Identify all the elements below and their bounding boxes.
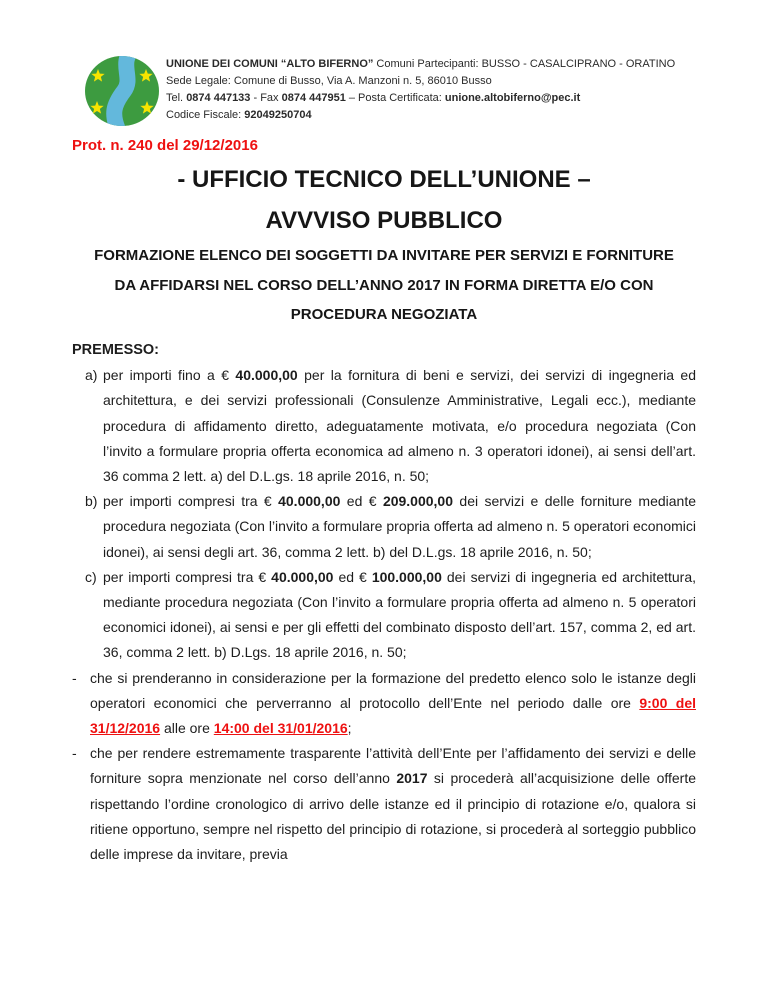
amount-value: 100.000,00	[371, 568, 442, 585]
premesso-heading: PREMESSO:	[72, 342, 160, 358]
list-item-b-text: per importi compresi tra € 40.000,00 ed € 209.000,00 dei servizi e delle forniture mediante procedura negoziata (Con l’invito a formulare propria offerta ad almeno n. 5 operatori economici idonei), ai sensi degli art. 36, comma 2 lett. b) del D.L.gs. 18 aprile 2016, n. 50;	[103, 493, 697, 560]
list-marker-b: b)	[85, 493, 98, 510]
org-participants: Comuni Partecipanti: BUSSO - CASALCIPRANO - ORATINO	[373, 58, 676, 70]
list-item-c-text: per importi compresi tra € 40.000,00 ed € 100.000,00 dei servizi di ingegneria ed architettura, mediante procedura negoziata (Con l’invito a formulare propria offerta ad almeno n. 5 operatori economici idonei), ai sensi e per gli effetti del combinato disposto dell’art. 157, comma 2, ed art. 36, comma 2 lett. b) D.Lgs. 18 aprile 2016, n. 50;	[103, 568, 697, 661]
dash-item-1-text: che si prenderanno in considerazione per la formazione del predetto elenco solo le istanze degli operatori economici che perverranno al protocollo dell’Ente nel periodo dalle ore 9:00 del 31/12/2016 alle ore 14:00 del 31/01/2016;	[90, 669, 696, 737]
list-item-c	[72, 565, 696, 666]
amount-value: 40.000,00	[278, 493, 341, 510]
subtitle-line-1: FORMAZIONE ELENCO DEI SOGGETTI DA INVITARE PER SERVIZI E FORNITURE	[94, 247, 674, 264]
dash-marker: -	[72, 745, 77, 762]
union-logo-icon	[84, 54, 160, 128]
title-line-2: AVVVISO PUBBLICO	[265, 207, 503, 234]
org-name: UNIONE DEI COMUNI “ALTO BIFERNO”	[166, 58, 374, 70]
title-line-1: - UFFICIO TECNICO DELL’UNIONE –	[177, 166, 591, 193]
phone-number: 0874 447133	[186, 92, 251, 104]
amount-value: 40.000,00	[235, 367, 298, 384]
protocol-number: Prot. n. 240 del 29/12/2016	[72, 137, 258, 154]
amount-value: 40.000,00	[271, 568, 334, 585]
list-marker-c: c)	[85, 568, 97, 585]
dash-item-2	[72, 741, 696, 867]
deadline-end-date: 14:00 del 31/01/2016	[213, 720, 348, 737]
dash-item-1	[72, 666, 696, 742]
deadline-start-date: 9:00 del 31/12/2016	[90, 694, 696, 737]
fiscal-code: 92049250704	[244, 109, 312, 121]
dash-marker: -	[72, 669, 77, 686]
fax-number: 0874 447951	[281, 92, 346, 104]
pec-email: unione.altobiferno@pec.it	[444, 92, 581, 104]
list-marker-a: a)	[85, 367, 98, 384]
list-item-a-text: per importi fino a € 40.000,00 per la fornitura di beni e servizi, dei servizi di ingegneria ed architettura, e dei servizi professionali (Consulenze Amministrative, Legali ecc.), mediante procedura di affidamento diretto, adeguatamente motivata, e/o procedura negoziata (Con l’invito a formulare propria offerta economica ad almeno n. 3 operatori idonei), ai sensi dell’art. 36 comma 2 lett. a) del D.L.gs. 18 aprile 2016, n. 50;	[103, 367, 696, 485]
document-body	[72, 338, 696, 867]
year-value: 2017	[396, 770, 428, 787]
letterhead-text	[166, 54, 678, 124]
document-subtitle	[64, 241, 704, 330]
fiscal-line: Codice Fiscale: 92049250704	[166, 109, 312, 121]
list-item-a	[72, 363, 696, 489]
letterhead	[84, 54, 678, 128]
org-line	[166, 56, 678, 73]
amount-value: 209.000,00	[382, 493, 454, 510]
subtitle-line-3: PROCEDURA NEGOZIATA	[290, 306, 478, 323]
subtitle-line-2: DA AFFIDARSI NEL CORSO DELL’ANNO 2017 IN FORMA DIRETTA E/O CON	[114, 276, 654, 294]
address-line: Sede Legale: Comune di Busso, Via A. Manzoni n. 5, 86010 Busso	[166, 75, 492, 87]
document-title	[0, 159, 768, 241]
contact-line: Tel. 0874 447133 - Fax 0874 447951 – Posta Certificata: unione.altobiferno@pec.it	[166, 92, 581, 104]
dash-item-2-text: che per rendere estremamente trasparente l’attività dell’Ente per l’affidamento dei servizi e delle forniture sopra menzionate nel corso dell’anno 2017 si procederà all’acquisizione delle offerte rispettando l’ordine cronologico di arrivo delle istanze ed il principio di rotazione e/o, qualora si ritiene opportuno, sempre nel rispetto del principio di rotazione, si procederà al sorteggio pubblico delle imprese da invitare, previa	[90, 745, 697, 863]
list-item-b	[72, 489, 696, 565]
